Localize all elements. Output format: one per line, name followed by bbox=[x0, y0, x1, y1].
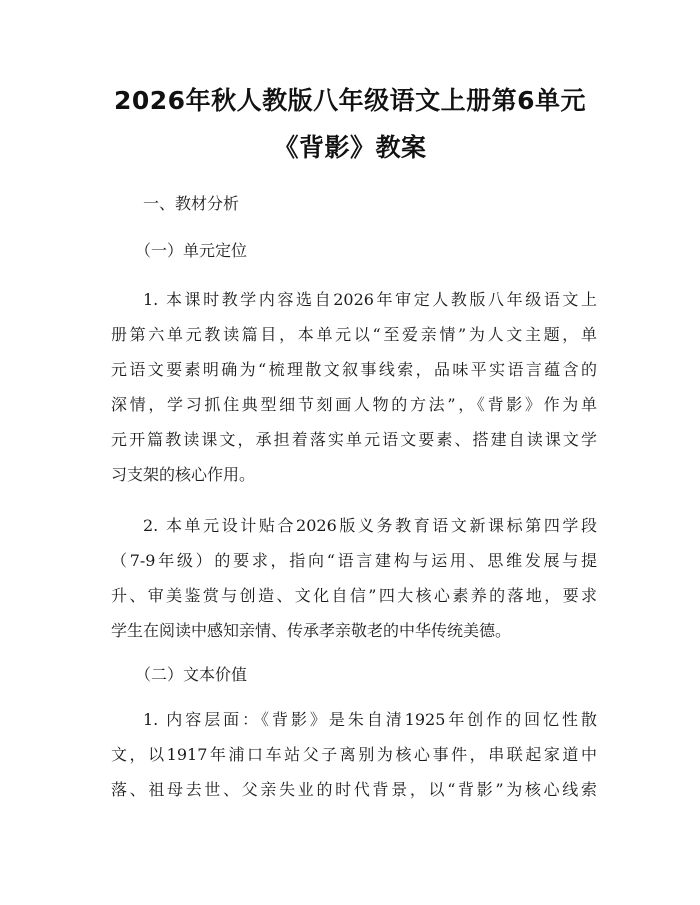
subsection-heading-unit-positioning: （一）单元定位 bbox=[135, 241, 248, 260]
paragraph-line: 升、审美鉴赏与创造、文化自信”四大核心素养的落地，要求 bbox=[111, 586, 597, 605]
paragraph-line: 元开篇教读课文，承担着落实单元语文要素、搭建自读课文学 bbox=[111, 430, 597, 449]
paragraph-unit-positioning-2 bbox=[111, 508, 597, 648]
paragraph-line: 深情，学习抓住典型细节刻画人物的方法”，《背影》作为单 bbox=[111, 395, 597, 414]
subsection-heading-text-value: （二）文本价值 bbox=[135, 665, 248, 684]
section-heading-textbook-analysis: 一、教材分析 bbox=[143, 194, 240, 213]
paragraph-text-value-1 bbox=[111, 702, 597, 807]
paragraph-line: 1. 内容层面：《背影》是朱自清1925年创作的回忆性散 bbox=[143, 710, 597, 729]
paragraph-line: 1. 本课时教学内容选自2026年审定人教版八年级语文上 bbox=[143, 290, 597, 309]
paragraph-unit-positioning-1 bbox=[111, 282, 597, 492]
paragraph-line: 落、祖母去世、父亲失业的时代背景，以“背影”为核心线索 bbox=[111, 780, 597, 799]
paragraph-line: 2. 本单元设计贴合2026版义务教育语文新课标第四学段 bbox=[143, 516, 597, 535]
paragraph-line: 习支架的核心作用。 bbox=[111, 465, 256, 484]
document-title-line-2: 《背影》教案 bbox=[273, 133, 427, 162]
paragraph-line: 元语文要素明确为“梳理散文叙事线索，品味平实语言蕴含的 bbox=[111, 360, 597, 379]
document-title-line-1: 2026年秋人教版八年级语文上册第6单元 bbox=[114, 86, 586, 115]
paragraph-line: 文，以1917年浦口车站父子离别为核心事件，串联起家道中 bbox=[111, 745, 597, 764]
paragraph-line: 学生在阅读中感知亲情、传承孝亲敬老的中华传统美德。 bbox=[111, 621, 512, 640]
paragraph-line: 册第六单元教读篇目，本单元以“至爱亲情”为人文主题，单 bbox=[111, 325, 597, 344]
paragraph-line: （7-9年级）的要求，指向“语言建构与运用、思维发展与提 bbox=[111, 551, 597, 570]
